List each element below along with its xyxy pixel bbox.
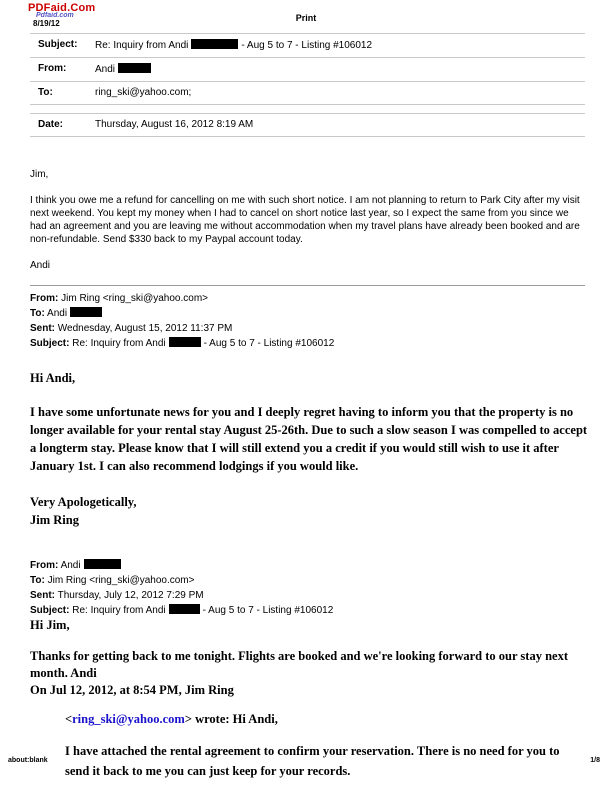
quoted2-to-line bbox=[30, 573, 587, 588]
pdfaid-watermark-link[interactable]: PDFaid.Com bbox=[28, 2, 96, 14]
message1-paragraph: I think you owe me a refund for cancelling on me with such short notice. I am not planning to return to Park City after my visit next weekend. You kept my money when I had to cancel on short notice last year, so I expect the same from you since we had an agreement and you are leaving me without accommodation when my travel plans have already been booked and are non-refundable. Send $330 back to my Paypal account today. bbox=[30, 195, 580, 245]
message-body-top bbox=[30, 168, 587, 272]
subject-text-post: - Aug 5 to 7 - Listing #106012 bbox=[241, 40, 373, 51]
quoted1-from-label: From: bbox=[30, 293, 59, 304]
to-label: To: bbox=[38, 87, 53, 98]
quoted1-greeting: Hi Andi, bbox=[30, 371, 76, 385]
nested-wrote-line bbox=[65, 711, 587, 728]
header-row-date bbox=[30, 113, 585, 137]
quoted1-from-line bbox=[30, 291, 587, 306]
header-row-to bbox=[30, 81, 585, 104]
header-divider-gap bbox=[30, 104, 585, 113]
quoted2-sent-label: Sent: bbox=[30, 590, 55, 601]
quoted2-subject-post: - Aug 5 to 7 - Listing #106012 bbox=[202, 605, 334, 616]
quoted2-attribution: On Jul 12, 2012, at 8:54 PM, Jim Ring bbox=[30, 683, 234, 697]
quoted1-sent-value: Wednesday, August 15, 2012 11:37 PM bbox=[57, 323, 233, 334]
redaction-box bbox=[169, 604, 200, 614]
quoted1-signoff bbox=[30, 493, 587, 529]
quoted1-signoff-line2: Jim Ring bbox=[30, 513, 79, 527]
angle-bracket-open: < bbox=[65, 712, 73, 726]
quoted2-greeting: Hi Jim, bbox=[30, 618, 70, 632]
quoted2-subject-pre: Re: Inquiry from Andi bbox=[72, 605, 166, 616]
quoted2-sent-line bbox=[30, 588, 587, 603]
footer-url: about:blank bbox=[8, 757, 48, 764]
email-header-table bbox=[30, 33, 585, 137]
redaction-box bbox=[70, 307, 102, 317]
header-row-from bbox=[30, 57, 585, 81]
email-address-link[interactable]: ring_ski@yahoo.com bbox=[72, 712, 185, 726]
from-text-pre: Andi bbox=[95, 64, 116, 75]
quoted2-subject-label: Subject: bbox=[30, 605, 70, 616]
redaction-box bbox=[118, 63, 151, 73]
quoted1-from-value: Jim Ring <ring_ski@yahoo.com> bbox=[61, 293, 209, 304]
footer-page-number: 1/8 bbox=[590, 757, 600, 764]
to-value: ring_ski@yahoo.com; bbox=[95, 87, 192, 98]
quoted2-subject-line bbox=[30, 603, 587, 618]
quoted1-header bbox=[30, 291, 587, 351]
date-value: Thursday, August 16, 2012 8:19 AM bbox=[95, 119, 254, 130]
nested-wrote-text: wrote: Hi Andi, bbox=[195, 712, 278, 726]
angle-bracket-close: > bbox=[184, 712, 192, 726]
subject-value bbox=[95, 39, 372, 51]
quoted1-sent-label: Sent: bbox=[30, 323, 55, 334]
subject-label: Subject: bbox=[38, 39, 78, 50]
from-label: From: bbox=[38, 63, 67, 74]
message1-signoff: Andi bbox=[30, 260, 51, 271]
nested-quote bbox=[65, 711, 587, 781]
print-date-text: 8/19/12 bbox=[33, 19, 60, 28]
quoted2-from-line bbox=[30, 558, 587, 573]
quoted2-header bbox=[30, 558, 587, 618]
print-header-bar bbox=[0, 0, 612, 33]
quoted2-to-value: Jim Ring <ring_ski@yahoo.com> bbox=[47, 575, 195, 586]
message1-greeting: Jim, bbox=[30, 169, 49, 180]
quoted1-subject-pre: Re: Inquiry from Andi bbox=[72, 338, 166, 349]
quoted2-paragraph: Thanks for getting back to me tonight. Flights are booked and we're looking forward to our stay next month. Andi bbox=[30, 649, 568, 680]
date-label: Date: bbox=[38, 119, 64, 130]
quoted1-sent-line bbox=[30, 321, 587, 336]
quoted-message-divider bbox=[30, 285, 585, 286]
quoted1-subject-label: Subject: bbox=[30, 338, 70, 349]
redaction-box bbox=[169, 337, 201, 347]
watermark-overlap-text: Pdfaid.com bbox=[36, 12, 74, 19]
quoted1-signoff-line1: Very Apologetically, bbox=[30, 495, 137, 509]
print-date-block bbox=[33, 12, 74, 28]
nested-paragraph: I have attached the rental agreement to confirm your reservation. There is no need for you to send it back to me you can just keep for your records. bbox=[65, 744, 560, 778]
from-value bbox=[95, 63, 154, 75]
quoted2-to-label: To: bbox=[30, 575, 45, 586]
quoted1-paragraph: I have some unfortunate news for you and I deeply regret having to inform you that the property is no longer available for your rental stay August 25-26th. Due to such a slow season I was compelled to accept a longterm stay. Please know that I will still extend you a credit if you would still wish to use it after January 1st. I can also recommend lodgings if you would like. bbox=[30, 405, 588, 473]
redaction-box bbox=[84, 559, 121, 569]
print-page-title: Print bbox=[295, 13, 317, 23]
quoted2-sent-value: Thursday, July 12, 2012 7:29 PM bbox=[57, 590, 204, 601]
quoted1-to-pre: Andi bbox=[47, 308, 68, 319]
quoted1-to-line bbox=[30, 306, 587, 321]
quoted1-subject-post: - Aug 5 to 7 - Listing #106012 bbox=[203, 338, 335, 349]
quoted2-from-label: From: bbox=[30, 560, 59, 571]
quoted1-subject-line bbox=[30, 336, 587, 351]
quoted1-to-label: To: bbox=[30, 308, 45, 319]
quoted2-from-pre: Andi bbox=[60, 560, 81, 571]
redaction-box bbox=[191, 39, 238, 49]
subject-text-pre: Re: Inquiry from Andi bbox=[95, 40, 189, 51]
header-row-subject bbox=[30, 33, 585, 57]
